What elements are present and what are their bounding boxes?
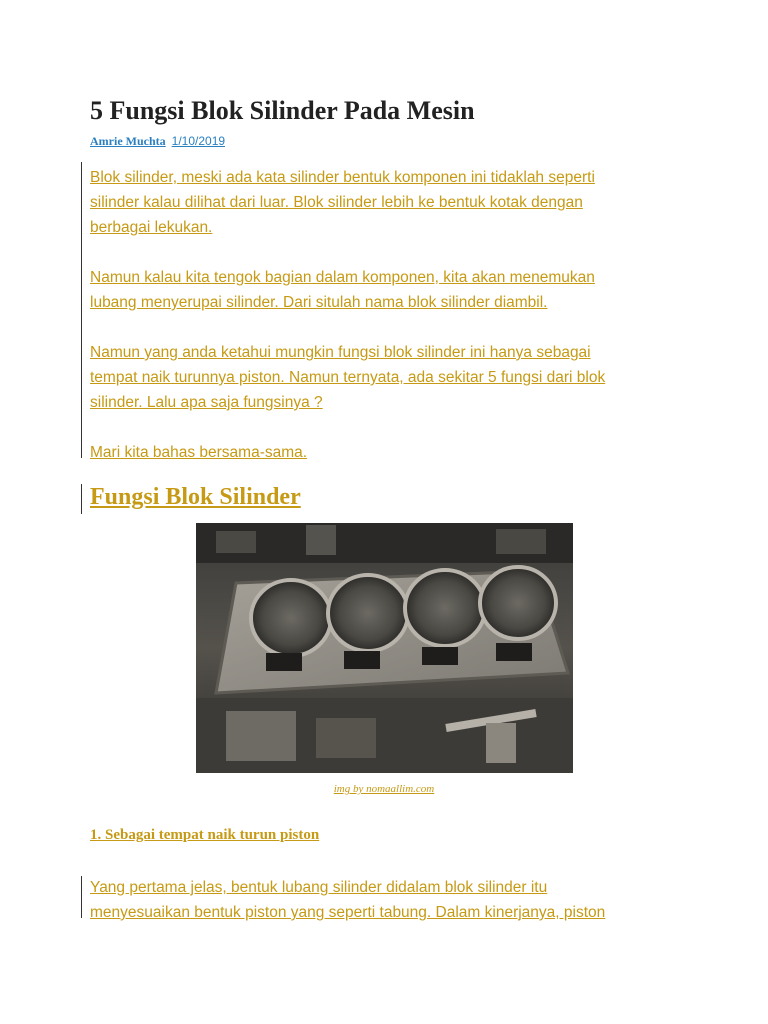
point-text [90,875,670,950]
image-caption[interactable]: img by nomaallim.com [333,783,435,795]
section-heading[interactable]: Fungsi Blok Silinder [90,484,301,510]
intro-paragraph[interactable]: Namun kalau kita tengok bagian dalam komponen, kita akan menemukan lubang menyerupai silinder. Dari situlah nama blok silinder diambil. [90,269,595,311]
intro-paragraph[interactable]: Mari kita bahas bersama-sama. [90,444,308,461]
quote-bar [81,876,82,918]
article-meta [90,134,225,149]
point-paragraph[interactable]: Yang pertama jelas, bentuk lubang silinder didalam blok silinder itu menyesuaikan bentuk piston yang seperti tabung. Dalam kinerjanya, piston [90,879,606,921]
quote-bar [81,484,82,514]
intro-paragraph[interactable]: Blok silinder, meski ada kata silinder bentuk komponen ini tidaklah seperti silinder kalau dilihat dari luar. Blok silinder lebih ke bentuk kotak dengan berbagai lekukan. [90,169,595,236]
author-link[interactable]: Amrie Muchta [90,134,166,148]
intro-text [90,165,670,490]
intro-paragraph[interactable]: Namun yang anda ketahui mungkin fungsi blok silinder ini hanya sebagai tempat naik turunnya piston. Namun ternyata, ada sekitar 5 fungsi dari blok silinder. Lalu apa saja fungsinya ? [90,344,606,411]
cylinder-block-image [196,523,573,773]
article-title: 5 Fungsi Blok Silinder Pada Mesin [90,96,475,125]
point-heading[interactable]: 1. Sebagai tempat naik turun piston [90,827,320,843]
quote-bar [81,162,82,458]
date-link[interactable]: 1/10/2019 [171,134,226,148]
